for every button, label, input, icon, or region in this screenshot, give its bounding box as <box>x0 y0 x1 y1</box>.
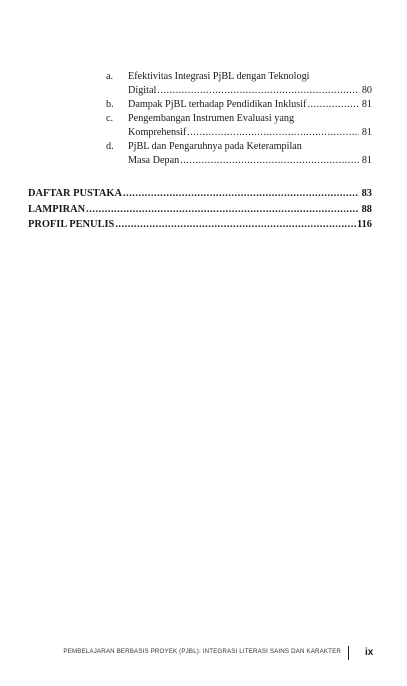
toc-entry-title: LAMPIRAN <box>28 203 86 215</box>
page-footer <box>0 647 407 661</box>
toc-sub-entry-d <box>106 140 372 168</box>
sub-entry-title-line2: Digital <box>128 85 157 96</box>
sub-entry-title-line1: Pengembangan Instrumen Evaluasi yang <box>128 113 295 124</box>
dot-leader <box>157 84 359 98</box>
toc-sub-entry-a <box>106 70 372 98</box>
sub-entry-title-line2: Masa Depan <box>128 155 180 166</box>
footer-page-number: ix <box>365 647 374 658</box>
footer-divider <box>348 646 349 660</box>
toc-sub-entries <box>106 70 372 168</box>
toc-entry-page-number: 116 <box>356 219 372 230</box>
sub-entry-title: Dampak PjBL terhadap Pendidikan Inklusif <box>128 99 307 110</box>
sub-entry-page-number: 81 <box>361 127 372 138</box>
footer-book-title: PEMBELAJARAN BERBASIS PROYEK (PJBL): INTEGRASI LITERASI SAINS DAN KARAKTER <box>63 648 341 655</box>
sub-entry-title-line1: Efektivitas Integrasi PjBL dengan Teknologi <box>128 71 310 82</box>
dot-leader <box>307 98 359 112</box>
sub-entry-letter: a. <box>106 71 114 82</box>
toc-entry-page-number: 88 <box>361 203 372 215</box>
toc-entry-daftar-pustaka[interactable] <box>28 186 372 202</box>
toc-entry-page-number: 83 <box>361 188 372 199</box>
toc-sub-entry-b <box>106 98 372 112</box>
dot-leader <box>187 126 359 140</box>
sub-entry-title-line2: Komprehensif <box>128 127 187 138</box>
sub-entry-letter: c. <box>106 113 114 124</box>
toc-main-entries <box>28 186 372 233</box>
dot-leader <box>123 186 359 202</box>
dot-leader <box>180 154 359 168</box>
dot-leader <box>115 217 356 233</box>
sub-entry-page-number: 81 <box>361 99 372 110</box>
sub-entry-title-line1: PjBL dan Pengaruhnya pada Keterampilan <box>128 141 302 152</box>
toc-entry-lampiran[interactable] <box>28 202 372 218</box>
toc-entry-title: PROFIL PENULIS <box>28 219 115 230</box>
sub-entry-letter: d. <box>106 141 114 152</box>
dot-leader <box>86 202 359 218</box>
toc-entry-profil-penulis[interactable] <box>28 217 372 233</box>
sub-entry-page-number: 80 <box>361 85 372 96</box>
sub-entry-page-number: 81 <box>361 155 372 166</box>
toc-sub-entry-c <box>106 112 372 140</box>
toc-entry-title: DAFTAR PUSTAKA <box>28 188 122 199</box>
sub-entry-letter: b. <box>106 99 114 110</box>
